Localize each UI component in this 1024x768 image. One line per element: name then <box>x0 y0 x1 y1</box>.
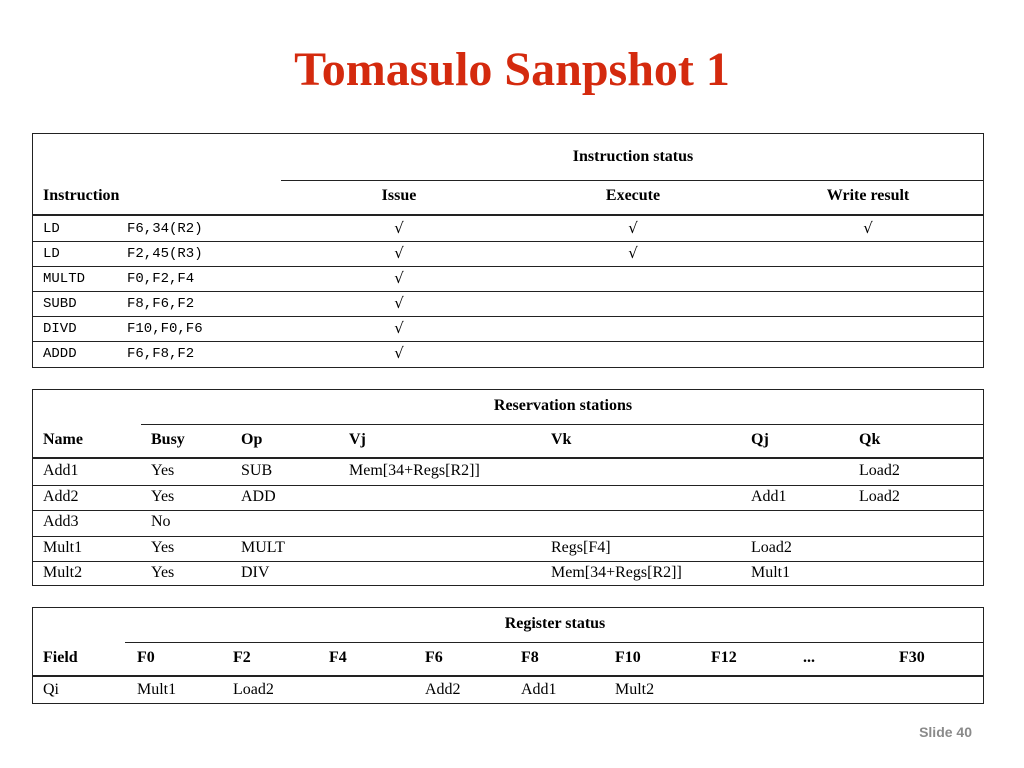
rs-col-header-vj: Vj <box>349 431 366 448</box>
rs-cell-busy: Yes <box>151 462 175 479</box>
reg-col-header-f0: F0 <box>137 649 155 666</box>
rs-cell-busy: Yes <box>151 564 175 581</box>
rs-cell-op: ADD <box>241 487 276 505</box>
issue-check: √ <box>394 344 404 362</box>
rs-cell-busy: Yes <box>151 487 175 505</box>
rs-cell-qj: Load2 <box>751 538 792 556</box>
instruction-status-header-divider <box>33 214 983 216</box>
rs-cell-vk: Mem[34+Regs[R2]] <box>551 564 682 581</box>
row-divider <box>33 241 983 242</box>
rs-cell-name: Mult2 <box>43 564 83 581</box>
slide-title: Tomasulo Sanpshot 1 <box>294 43 730 96</box>
rs-cell-vj: Mem[34+Regs[R2]] <box>349 462 480 479</box>
reg-col-header-ellipsis: ... <box>803 649 815 666</box>
register-status-header: Register status <box>504 615 606 632</box>
rs-cell-qj: Add1 <box>751 487 787 505</box>
rs-col-header-qj: Qj <box>751 431 769 448</box>
register-status-group-divider <box>125 642 983 643</box>
write-result-check: √ <box>863 219 873 237</box>
rs-cell-vk: Regs[F4] <box>551 538 611 556</box>
instruction-status-group-divider <box>281 180 983 181</box>
rs-cell-name: Mult1 <box>43 538 83 556</box>
reg-cell: Add2 <box>425 681 461 698</box>
reservation-stations-header: Reservation stations <box>493 397 633 414</box>
reg-col-header-f2: F2 <box>233 649 251 666</box>
row-divider <box>33 536 983 537</box>
slide-number: Slide 40 <box>919 724 972 740</box>
instruction-status-table <box>32 133 984 368</box>
rs-col-header-op: Op <box>241 431 263 448</box>
col-write-header: Write result <box>826 187 910 204</box>
instruction-op: LD <box>43 221 60 237</box>
instruction-op: DIVD <box>43 321 77 337</box>
execute-check: √ <box>628 219 638 237</box>
instruction-operands: F2,45(R3) <box>127 246 203 262</box>
instruction-op: MULTD <box>43 271 86 287</box>
row-divider <box>33 316 983 317</box>
reg-cell: Add1 <box>521 681 557 698</box>
rs-cell-name: Add1 <box>43 462 79 479</box>
rs-cell-busy: Yes <box>151 538 175 556</box>
rs-cell-op: MULT <box>241 538 285 556</box>
issue-check: √ <box>394 319 404 337</box>
instruction-operands: F6,F8,F2 <box>127 346 195 362</box>
instruction-operands: F0,F2,F4 <box>127 271 195 287</box>
rs-cell-qj: Mult1 <box>751 564 791 581</box>
rs-cell-name: Add3 <box>43 513 79 530</box>
issue-check: √ <box>394 294 404 312</box>
rs-cell-qk: Load2 <box>859 487 900 505</box>
reservation-stations-header-divider <box>33 457 983 459</box>
instruction-op: SUBD <box>43 296 77 312</box>
rs-cell-name: Add2 <box>43 487 79 505</box>
issue-check: √ <box>394 244 404 262</box>
reg-cell: Mult1 <box>137 681 177 698</box>
instruction-op: ADDD <box>43 346 77 362</box>
reg-cell: Load2 <box>233 681 274 698</box>
reg-cell: Qi <box>43 681 59 698</box>
col-execute-header: Execute <box>605 187 661 204</box>
row-divider <box>33 510 983 511</box>
register-status-header-divider <box>33 675 983 677</box>
reg-col-header-field: Field <box>43 649 78 666</box>
instruction-op: LD <box>43 246 60 262</box>
row-divider <box>33 266 983 267</box>
issue-check: √ <box>394 269 404 287</box>
reg-col-header-f8: F8 <box>521 649 539 666</box>
row-divider <box>33 291 983 292</box>
row-divider <box>33 561 983 562</box>
rs-col-header-busy: Busy <box>151 431 185 448</box>
instruction-operands: F6,34(R2) <box>127 221 203 237</box>
reg-col-header-f4: F4 <box>329 649 347 666</box>
issue-check: √ <box>394 219 404 237</box>
reservation-stations-table <box>32 389 984 586</box>
execute-check: √ <box>628 244 638 262</box>
reservation-stations-group-divider <box>141 424 983 425</box>
reg-col-header-f6: F6 <box>425 649 443 666</box>
row-divider <box>33 485 983 486</box>
col-issue-header: Issue <box>381 187 417 204</box>
rs-col-header-qk: Qk <box>859 431 881 448</box>
instruction-status-header: Instruction status <box>572 148 694 165</box>
col-instruction-header: Instruction <box>43 187 120 204</box>
rs-cell-op: SUB <box>241 462 273 479</box>
reg-col-header-f10: F10 <box>615 649 641 666</box>
rs-col-header-name: Name <box>43 431 83 448</box>
reg-col-header-f30: F30 <box>899 649 925 666</box>
row-divider <box>33 341 983 342</box>
instruction-operands: F8,F6,F2 <box>127 296 195 312</box>
instruction-operands: F10,F0,F6 <box>127 321 203 337</box>
rs-cell-busy: No <box>151 513 171 530</box>
reg-col-header-f12: F12 <box>711 649 737 666</box>
rs-cell-op: DIV <box>241 564 270 581</box>
register-status-table <box>32 607 984 704</box>
rs-cell-qk: Load2 <box>859 462 900 479</box>
reg-cell: Mult2 <box>615 681 655 698</box>
rs-col-header-vk: Vk <box>551 431 572 448</box>
